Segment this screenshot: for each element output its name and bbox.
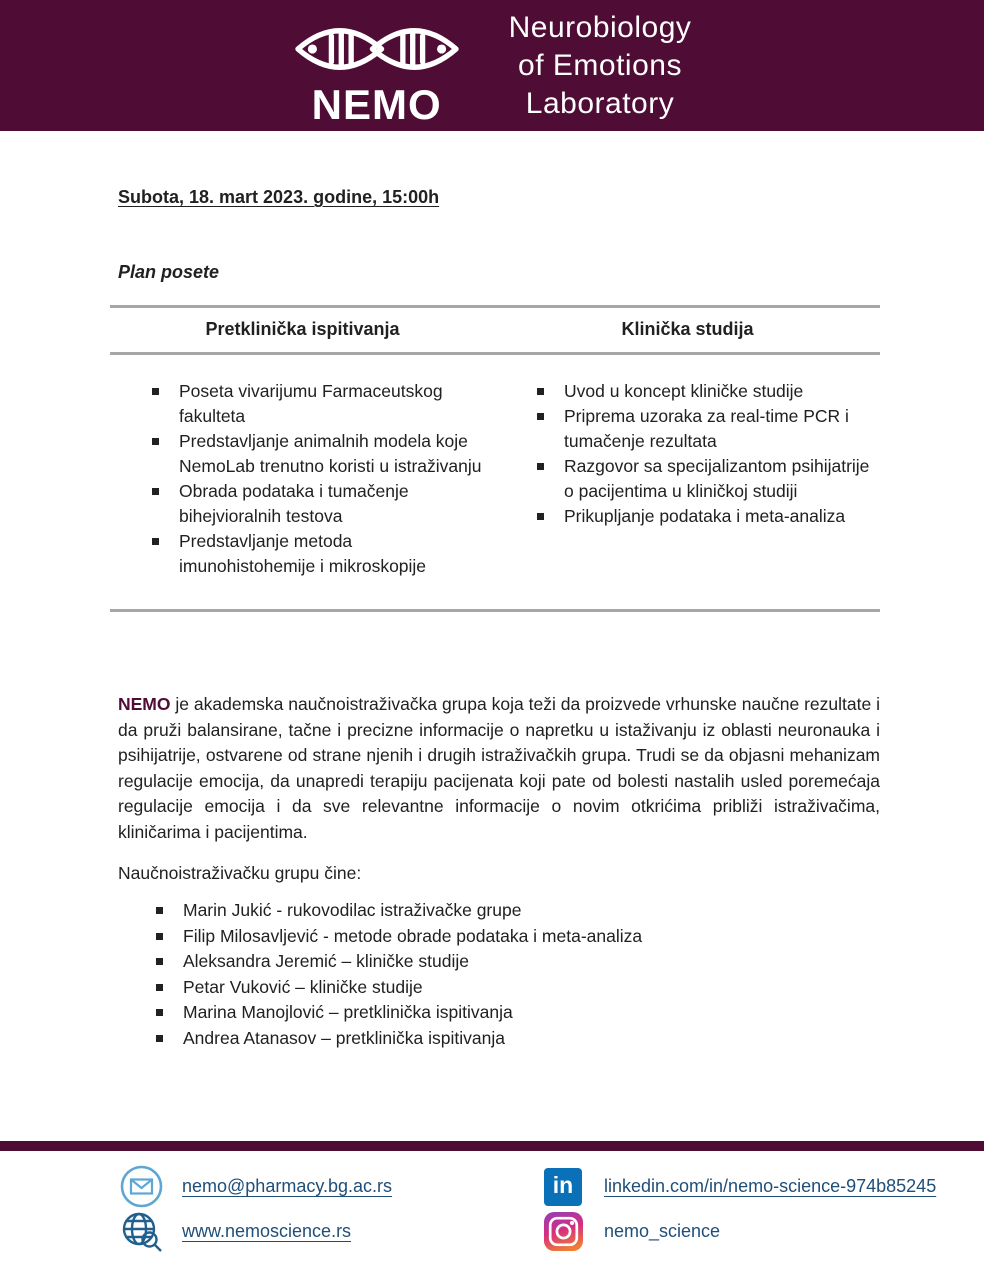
bullet-square-icon [156,933,163,940]
plan-item-text: Razgovor sa specijalizantom psihijatrije o pacijentima u kliničkoj studiji [564,456,870,501]
about-text: je akademska naučnoistraživačka grupa koja teži da proizvede vrhunske naučne rezultate i da pruži balansirane, tačne i precizne informacije o napretku u istaživanju iz oblasti neuronauka i psihijatrije, ostvarene od strane njenih i drugih istraživačkih grupa. Trudi se da objasni mehanizam regulacije emocija, da unapredi terapiju pacijenata koji pate od bolesti nastalih usled poremećaja regulacije emocija i da sve relevantne informacije o novim otkrićima približi istraživačima, kliničarima i pacijentima. [118,694,880,842]
bullet-square-icon [537,413,544,420]
team-member-item [156,898,880,924]
email-link[interactable]: nemo@pharmacy.bg.ac.rs [182,1176,393,1196]
clinical-cell [495,379,880,579]
team-member-text: Marin Jukić - rukovodilac istraživačke grupe [183,900,522,920]
team-member-text: Petar Vuković – kliničke studije [183,976,423,997]
plan-item-text: Predstavljanje animalnih modela koje NemoLab trenutno koristi u istraživanju [179,431,482,476]
table-bottom-rule [110,609,880,612]
bullet-square-icon [152,388,159,395]
globe-search-icon [116,1208,166,1255]
bullet-square-icon [156,1009,163,1016]
linkedin-link[interactable]: linkedin.com/in/nemo-science-974b85245 [604,1176,937,1196]
email-icon [116,1164,166,1209]
column-header-clinical: Klinička studija [621,319,754,339]
plan-item [537,504,872,529]
linkedin-row [538,1164,936,1209]
instagram-row [538,1209,936,1254]
plan-item [537,379,872,404]
bullet-square-icon [537,388,544,395]
team-member-text: Marina Manojlović – pretklinička ispitivanja [183,1002,513,1022]
plan-item-text: Prikupljanje podataka i meta-analiza [564,506,846,526]
plan-item [537,454,872,504]
team-member-text: Filip Milosavljević - metode obrade podataka i meta-analiza [183,925,643,946]
instagram-handle[interactable]: nemo_science [604,1221,721,1241]
email-row [116,1164,538,1209]
contact-col-right [538,1164,936,1254]
team-member-item [156,924,880,950]
team-member-item [156,975,880,1001]
plan-item [152,429,487,479]
footer [0,1141,984,1272]
linkedin-icon [538,1168,588,1206]
contact-col-left [116,1164,538,1254]
logo-wordmark: NEMO [311,80,442,128]
plan-table [110,305,880,612]
contact-block [0,1151,984,1272]
lab-name-line: Neurobiology [508,10,692,44]
preclinical-cell [110,379,495,579]
bullet-square-icon [156,984,163,991]
nemo-logo [293,11,461,128]
plan-item [537,404,872,454]
team-member-text: Andrea Atanasov – pretklinička ispitivanja [183,1027,505,1048]
about-paragraph [118,692,880,845]
plan-item-text: Uvod u koncept kliničke studije [564,381,804,401]
nemo-highlight: NEMO [118,694,171,714]
lab-name-line: Laboratory [525,86,675,120]
plan-item-text: Obrada podataka i tumačenje bihejvioralnih testova [179,481,409,526]
header-banner [0,0,984,131]
lab-name-line: of Emotions [518,48,682,82]
bullet-square-icon [156,958,163,965]
plan-title: Plan posete [118,262,220,282]
website-row [116,1209,538,1254]
footer-accent-bar [0,1141,984,1151]
bullet-square-icon [152,438,159,445]
document-body [0,187,984,1051]
column-header-preclinical: Pretklinička ispitivanja [205,319,400,339]
team-member-item [156,949,880,975]
team-member-text: Aleksandra Jeremić – kliničke studije [183,951,469,971]
plan-item-text: Predstavljanje metoda imunohistohemije i mikroskopije [179,531,427,576]
plan-item [152,479,487,529]
team-list [118,898,880,1051]
bullet-square-icon [537,463,544,470]
team-member-item [156,1026,880,1052]
lab-name [509,9,692,123]
plan-table-body [110,355,880,609]
website-link[interactable]: www.nemoscience.rs [182,1221,352,1241]
plan-item-text: Poseta vivarijumu Farmaceutskog fakulteta [179,381,443,426]
bullet-square-icon [156,907,163,914]
plan-item [152,379,487,429]
bullet-square-icon [152,488,159,495]
team-intro: Naučnoistraživačku grupu čine: [118,863,362,883]
plan-item-text: Priprema uzoraka za real-time PCR i tumačenje rezultata [564,406,849,451]
bullet-square-icon [156,1035,163,1042]
team-member-item [156,1000,880,1026]
bullet-square-icon [152,538,159,545]
bullet-square-icon [537,513,544,520]
linkedin-icon-glyph: in [544,1168,582,1206]
instagram-icon [538,1211,588,1252]
dna-infinity-logo-icon [293,11,461,87]
plan-item [152,529,487,579]
event-date: Subota, 18. mart 2023. godine, 15:00h [118,187,440,207]
plan-table-header-row [110,308,880,355]
